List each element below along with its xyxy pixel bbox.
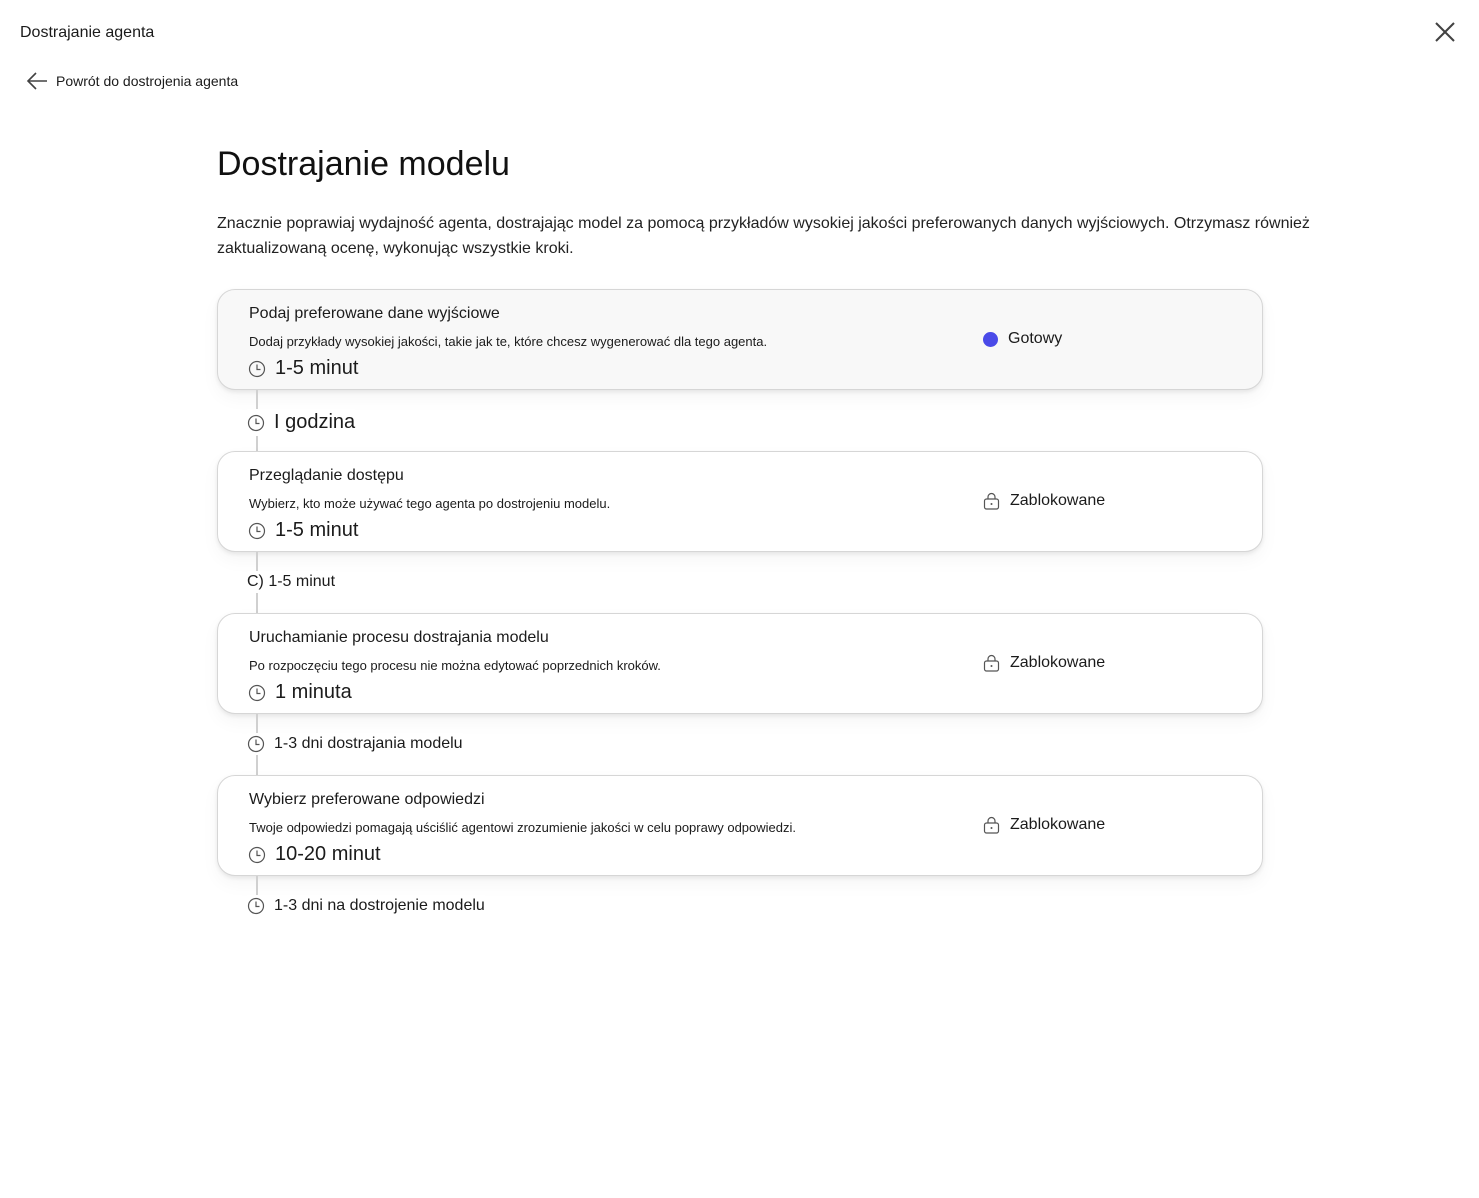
step-description: Po rozpoczęciu tego procesu nie można edytować poprzednich kroków.	[249, 658, 661, 673]
lock-icon	[983, 654, 1000, 672]
timeline-connector	[217, 714, 1263, 775]
step-duration-label: 1-5 minut	[275, 357, 359, 379]
step-description: Twoje odpowiedzi pomagają uściślić agentowi zrozumienie jakości w celu poprawy odpowiedzi.	[249, 820, 797, 835]
connector-duration	[247, 571, 335, 593]
close-icon	[1431, 18, 1459, 46]
step-title: Przeglądanie dostępu	[249, 467, 404, 484]
step-card-provide-outputs[interactable]	[217, 289, 1263, 390]
step-card-review-access[interactable]	[217, 451, 1263, 552]
back-link-label: Powrót do dostrojenia agenta	[56, 73, 239, 89]
step-status	[983, 330, 1062, 348]
clock-icon	[248, 684, 266, 702]
step-status	[983, 492, 1105, 510]
arrow-left-icon	[26, 70, 48, 92]
step-description: Wybierz, kto może używać tego agenta po dostrojeniu modelu.	[249, 496, 611, 511]
step-title: Uruchamianie procesu dostrajania modelu	[249, 629, 549, 646]
clock-icon	[248, 846, 266, 864]
step-status-label: Zablokowane	[1010, 816, 1106, 833]
step-status-label: Zablokowane	[1010, 654, 1106, 671]
status-dot-icon	[983, 332, 998, 347]
timeline-connector	[217, 552, 1263, 613]
page-description: Znacznie poprawiaj wydajność agenta, dostrajając model za pomocą przykładów wysokiej jakości preferowanych danych wyjściowych. Otrzymasz również zaktualizowaną ocenę, wykonując wszystkie kroki.	[217, 215, 1310, 257]
step-duration-label: 10-20 minut	[275, 843, 381, 865]
close-button[interactable]	[1431, 18, 1459, 46]
step-status-label: Gotowy	[1008, 330, 1063, 347]
clock-icon	[248, 360, 266, 378]
step-description: Dodaj przykłady wysokiej jakości, takie jak te, które chcesz wygenerować dla tego agenta.	[249, 334, 768, 349]
step-duration	[248, 519, 358, 542]
step-status-label: Zablokowane	[1010, 492, 1106, 509]
connector-duration	[247, 895, 485, 917]
step-duration-label: 1 minuta	[275, 681, 352, 703]
connector-duration	[247, 409, 355, 436]
window-title: Dostrajanie agenta	[20, 24, 155, 41]
connector-label: I godzina	[274, 411, 356, 433]
steps-timeline	[217, 289, 1263, 937]
step-card-choose-responses[interactable]	[217, 775, 1263, 876]
step-duration	[248, 357, 358, 380]
timeline-connector	[217, 390, 1263, 451]
clock-icon	[247, 414, 265, 432]
clock-icon	[248, 522, 266, 540]
step-duration	[248, 843, 381, 866]
clock-icon	[247, 897, 265, 915]
back-link[interactable]	[26, 70, 238, 92]
connector-duration	[247, 733, 463, 755]
connector-label: 1-3 dni dostrajania modelu	[274, 735, 463, 752]
step-title: Podaj preferowane dane wyjściowe	[249, 305, 500, 322]
step-title: Wybierz preferowane odpowiedzi	[249, 791, 485, 808]
step-status	[983, 654, 1105, 672]
connector-label: 1-3 dni na dostrojenie modelu	[274, 897, 485, 914]
step-status	[983, 816, 1105, 834]
step-duration-label: 1-5 minut	[275, 519, 359, 541]
lock-icon	[983, 492, 1000, 510]
step-duration	[248, 681, 352, 704]
clock-icon	[247, 735, 265, 753]
step-card-start-tuning[interactable]	[217, 613, 1263, 714]
lock-icon	[983, 816, 1000, 834]
page-title: Dostrajanie modelu	[217, 145, 510, 183]
timeline-connector	[217, 876, 1263, 937]
connector-label: C) 1-5 minut	[247, 573, 336, 590]
